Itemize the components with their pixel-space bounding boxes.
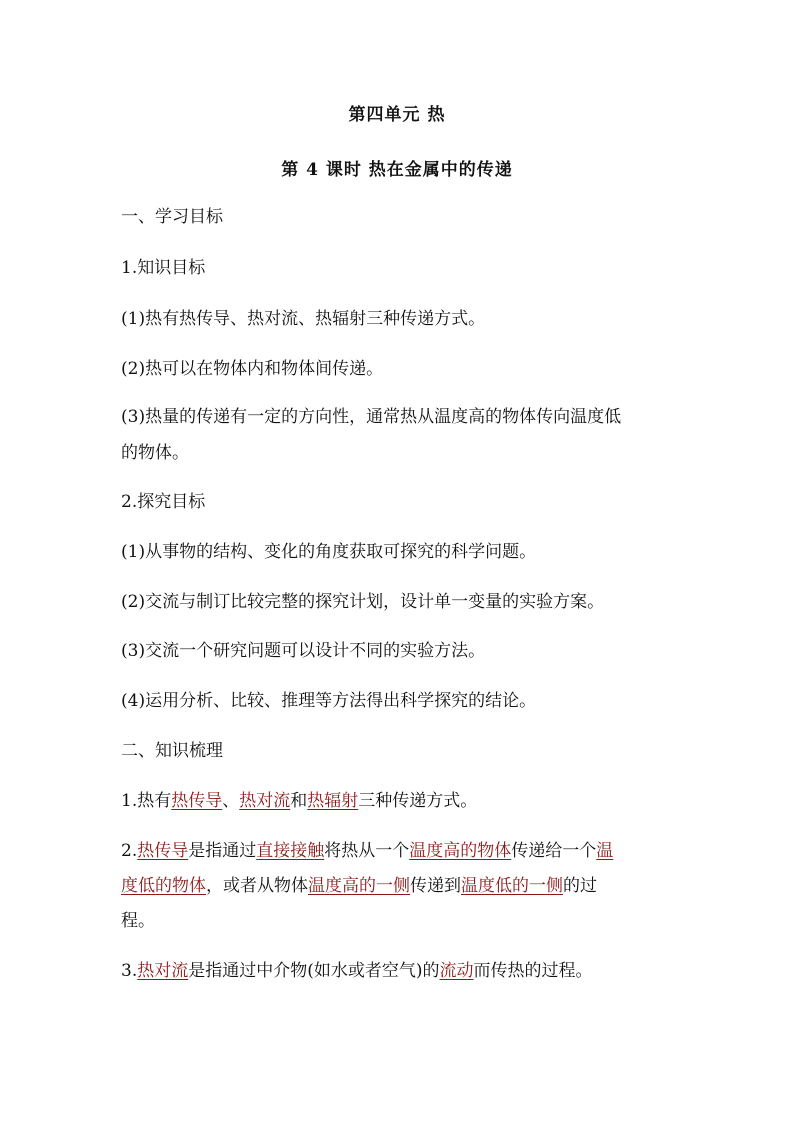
answer-blank: 温度高的一侧 (308, 876, 410, 896)
review-text: 是指通过 (188, 841, 257, 861)
review-text: 而传热的过程。 (473, 961, 593, 981)
review-text: 三种传递方式。 (358, 791, 478, 811)
review-text: 的过 (563, 876, 597, 896)
subheading-inquiry-goals: 2.探究目标 (121, 492, 206, 512)
review-text: 2. (121, 841, 138, 861)
review-item-2-line-3: 程。 (121, 911, 155, 931)
review-text: 传递到 (410, 876, 461, 896)
review-text: 、 (222, 791, 240, 811)
inquiry-goal-item: (2)交流与制订比较完整的探究计划，设计单一变量的实验方案。 (121, 592, 605, 612)
inquiry-goal-item: (1)从事物的结构、变化的角度获取可探究的科学问题。 (121, 542, 537, 562)
answer-blank: 流动 (439, 961, 474, 981)
lesson-title: 第 4 课时 热在金属中的传递 (281, 160, 513, 180)
answer-blank: 度低的物体 (121, 876, 206, 896)
review-item-3 (121, 954, 681, 988)
answer-blank: 热传导 (171, 791, 223, 811)
unit-title: 第四单元 热 (348, 105, 446, 125)
answer-blank: 温 (596, 841, 614, 861)
review-text: 1.热有 (121, 791, 172, 811)
subheading-knowledge-goals: 1.知识目标 (121, 258, 206, 278)
knowledge-goal-item-continued: 的物体。 (121, 443, 189, 463)
review-item-2-line-2 (121, 869, 681, 903)
answer-blank: 热辐射 (307, 791, 359, 811)
review-text: 和 (290, 791, 308, 811)
inquiry-goal-item: (3)交流一个研究问题可以设计不同的实验方法。 (121, 641, 486, 661)
knowledge-goal-item: (3)热量的传递有一定的方向性，通常热从温度高的物体传向温度低 (121, 407, 622, 427)
review-item-1 (121, 784, 681, 818)
review-text: ，或者从物体 (206, 876, 308, 896)
inquiry-goal-item: (4)运用分析、比较、推理等方法得出科学探究的结论。 (121, 691, 537, 711)
answer-blank: 温度高的物体 (409, 841, 512, 861)
answer-blank: 直接接触 (256, 841, 325, 861)
answer-blank: 温度低的一侧 (461, 876, 563, 896)
answer-blank: 热对流 (137, 961, 189, 981)
review-text: 是指通过中介物(如水或者空气)的 (188, 961, 440, 981)
knowledge-goal-item: (2)热可以在物体内和物体间传递。 (121, 359, 384, 379)
section-heading-knowledge-review: 二、知识梳理 (121, 741, 223, 761)
answer-blank: 热对流 (239, 791, 291, 811)
review-text: 3. (121, 961, 138, 981)
review-text: 将热从一个 (324, 841, 410, 861)
review-text: 传递给一个 (511, 841, 597, 861)
answer-blank: 热传导 (137, 841, 189, 861)
knowledge-goal-item: (1)热有热传导、热对流、热辐射三种传递方式。 (121, 309, 486, 329)
review-item-2-line-1 (121, 834, 681, 868)
section-heading-goals: 一、学习目标 (121, 207, 223, 227)
